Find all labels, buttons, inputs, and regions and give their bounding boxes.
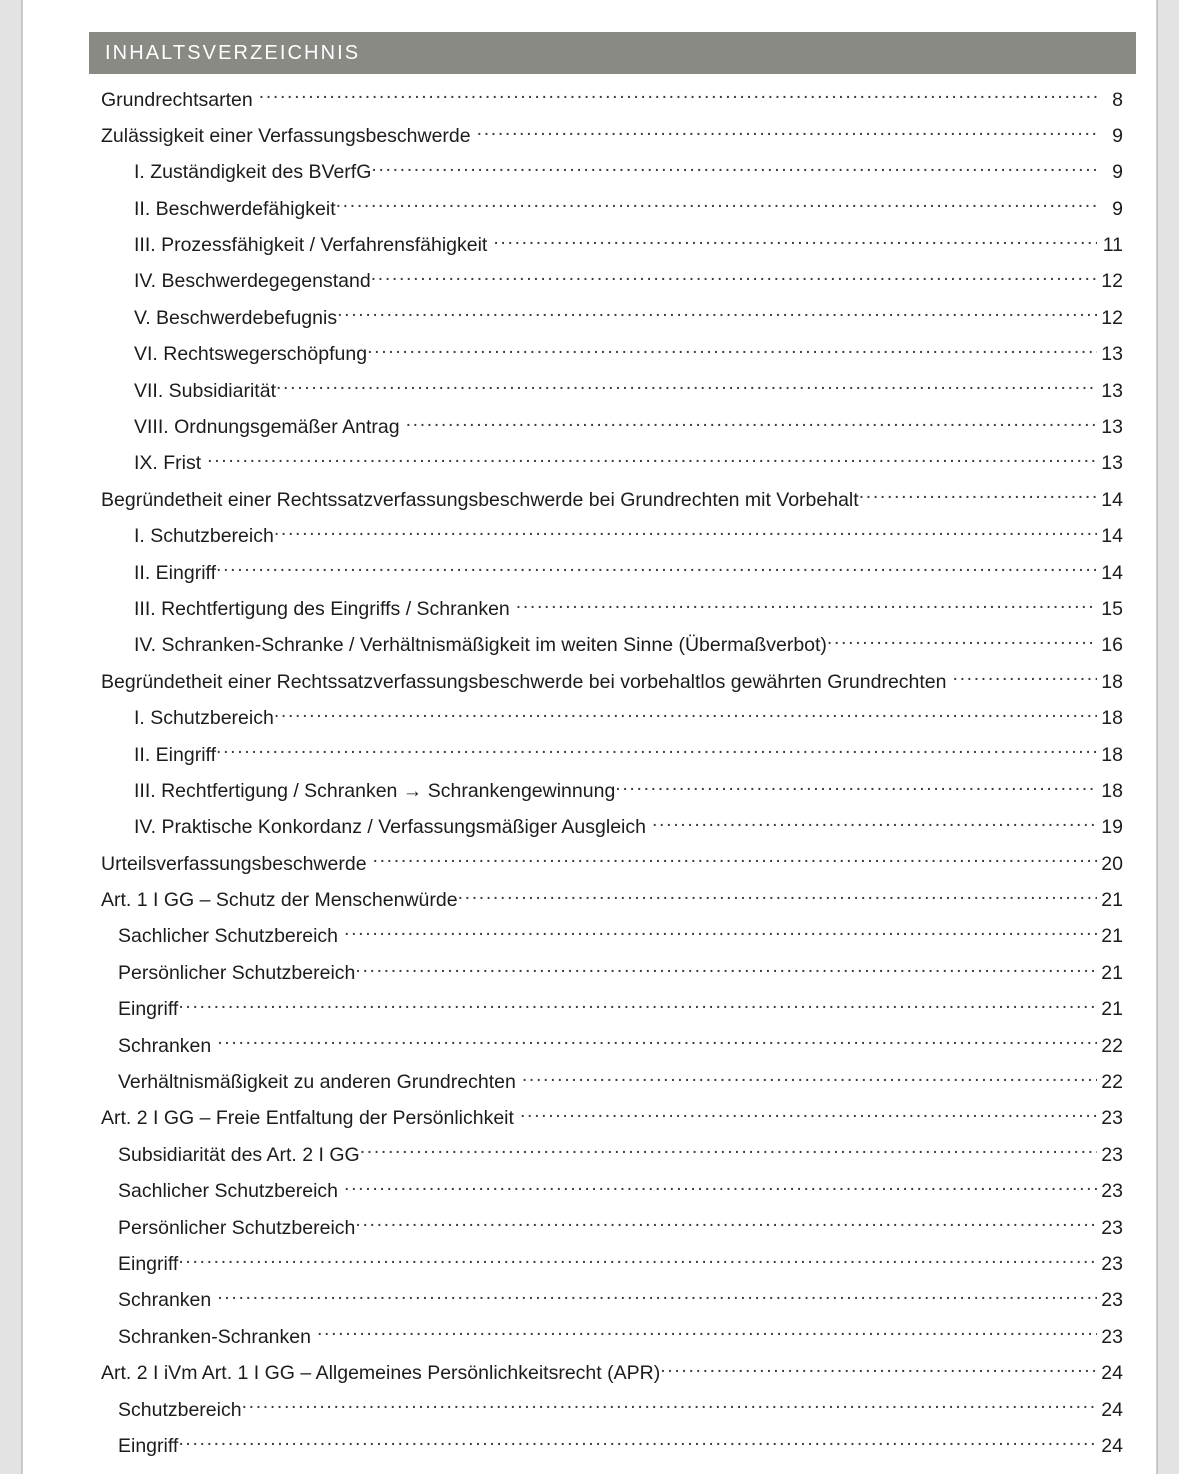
toc-entry-page-number: 22 — [1101, 1071, 1123, 1094]
toc-entry[interactable] — [23, 923, 1156, 959]
toc-entry-title: I. Zuständigkeit des BVerfG — [134, 161, 372, 184]
toc-dot-leader — [207, 450, 1097, 470]
toc-entry-title: Persönlicher Schutzbereich — [118, 961, 356, 984]
toc-entry[interactable] — [23, 159, 1156, 195]
toc-dot-leader — [406, 414, 1097, 434]
toc-entry-page-number: 24 — [1101, 1362, 1123, 1385]
toc-dot-leader — [373, 850, 1097, 870]
toc-entry-page-number: 15 — [1101, 597, 1123, 620]
toc-entry-page-number: 23 — [1101, 1180, 1123, 1203]
toc-dot-leader — [477, 122, 1097, 142]
toc-entry-title: Urteilsverfassungsbeschwerde — [101, 852, 367, 875]
toc-entry[interactable] — [23, 705, 1156, 741]
toc-entry-title: II. Eingriff — [134, 743, 217, 766]
page-gutter-right — [1157, 0, 1179, 1474]
toc-entry[interactable] — [23, 1360, 1156, 1396]
toc-dot-leader — [615, 777, 1097, 797]
toc-dot-leader — [360, 1141, 1097, 1161]
toc-dot-leader — [827, 632, 1097, 652]
toc-entry[interactable] — [23, 195, 1156, 231]
toc-entry[interactable] — [23, 1178, 1156, 1214]
toc-dot-leader — [217, 1032, 1097, 1052]
toc-entry-title: Schutzbereich — [118, 1398, 242, 1421]
toc-entry-title: Eingriff — [118, 998, 179, 1021]
toc-heading-label: INHALTSVERZEICHNIS — [105, 41, 361, 64]
toc-dot-leader — [178, 1432, 1097, 1452]
toc-entry-page-number: 18 — [1101, 743, 1123, 766]
toc-entry-page-number: 13 — [1101, 452, 1123, 475]
toc-dot-leader — [317, 1323, 1097, 1343]
toc-entry-title: Schranken — [118, 1289, 212, 1312]
toc-dot-leader — [660, 1360, 1097, 1380]
toc-entry-page-number: 21 — [1101, 998, 1123, 1021]
toc-entry-title: IV. Schranken-Schranke / Verhältnismäßigkeit im weiten Sinne (Übermaßverbot) — [134, 634, 827, 657]
toc-entry-title: Zulässigkeit einer Verfassungsbeschwerde — [101, 124, 471, 147]
page-gutter-left — [0, 0, 22, 1474]
toc-entry[interactable] — [23, 777, 1156, 813]
toc-entry-page-number: 8 — [1112, 88, 1123, 111]
toc-dot-leader — [337, 304, 1097, 324]
toc-dot-leader — [371, 268, 1097, 288]
toc-entry-page-number: 18 — [1101, 779, 1123, 802]
toc-dot-leader — [242, 1396, 1097, 1416]
toc-dot-leader — [367, 341, 1097, 361]
toc-entry-page-number: 9 — [1112, 124, 1123, 147]
toc-entry-title: IV. Praktische Konkordanz / Verfassungsmäßiger Ausgleich — [134, 816, 646, 839]
toc-entry-title: VII. Subsidiarität — [134, 379, 276, 402]
toc-entry[interactable] — [23, 632, 1156, 668]
toc-dot-leader — [178, 1251, 1097, 1271]
toc-entry-page-number: 23 — [1101, 1253, 1123, 1275]
toc-entry[interactable] — [23, 741, 1156, 777]
toc-entry-title: IV. Beschwerdegegenstand — [134, 270, 371, 293]
toc-dot-leader — [216, 559, 1097, 579]
toc-entry-page-number: 14 — [1101, 488, 1123, 511]
toc-entry-title: Sachlicher Schutzbereich — [118, 1180, 339, 1203]
toc-entry[interactable] — [23, 850, 1156, 886]
toc-entry-page-number: 9 — [1112, 161, 1123, 184]
toc-dot-leader — [344, 1178, 1097, 1198]
toc-entry-title: Eingriff — [118, 1434, 179, 1457]
toc-entry-title: Begründetheit einer Rechtssatzverfassungsbeschwerde bei Grundrechten mit Vorbehalt — [101, 488, 859, 511]
toc-entry-title: Grundrechtsarten — [101, 88, 253, 111]
toc-dot-leader — [355, 1214, 1097, 1234]
toc-dot-leader — [216, 741, 1097, 761]
toc-entry-title: Begründetheit einer Rechtssatzverfassungsbeschwerde bei vorbehaltlos gewährten Grundrechten — [101, 670, 947, 693]
toc-dot-leader — [274, 705, 1097, 725]
toc-dot-leader — [355, 959, 1097, 979]
toc-entry[interactable] — [23, 486, 1156, 522]
toc-entry-page-number: 18 — [1101, 707, 1123, 730]
toc-entry-page-number: 23 — [1101, 1216, 1123, 1239]
toc-entry-title: I. Schutzbereich — [134, 525, 274, 548]
toc-entry[interactable] — [23, 996, 1156, 1032]
toc-entry[interactable] — [23, 668, 1156, 704]
toc-entry[interactable] — [23, 1287, 1156, 1323]
toc-entry-title: II. Eingriff — [134, 561, 217, 584]
toc-entry-title: VIII. Ordnungsgemäßer Antrag — [134, 416, 400, 439]
toc-dot-leader — [217, 1287, 1097, 1307]
toc-entry[interactable] — [23, 1141, 1156, 1177]
toc-entry-title: Verhältnismäßigkeit zu anderen Grundrechten — [118, 1071, 516, 1094]
toc-entry-page-number: 9 — [1112, 197, 1123, 220]
toc-dot-leader — [274, 523, 1097, 543]
toc-entry-page-number: 12 — [1101, 270, 1123, 293]
toc-entry-title: Schranken-Schranken — [118, 1325, 311, 1348]
toc-entry-page-number: 21 — [1101, 925, 1123, 948]
document-page — [23, 0, 1156, 1474]
toc-entry-title: Art. 2 I GG – Freie Entfaltung der Persönlichkeit — [101, 1107, 514, 1130]
toc-entry-page-number: 24 — [1101, 1398, 1123, 1421]
toc-entry-page-number: 11 — [1102, 234, 1123, 257]
toc-entry[interactable] — [23, 341, 1156, 377]
toc-entry-page-number: 16 — [1101, 634, 1123, 657]
toc-dot-leader — [259, 86, 1097, 106]
toc-entry-page-number: 13 — [1101, 343, 1123, 366]
toc-entry[interactable] — [23, 959, 1156, 995]
toc-entry-page-number: 18 — [1101, 670, 1123, 693]
toc-entry[interactable] — [23, 1323, 1156, 1359]
toc-dot-leader — [652, 814, 1097, 834]
toc-entry-page-number: 23 — [1101, 1325, 1123, 1348]
toc-entry-page-number: 22 — [1101, 1034, 1123, 1057]
toc-entry-title: Subsidiarität des Art. 2 I GG — [118, 1143, 360, 1166]
toc-heading-bar — [89, 32, 1136, 74]
toc-dot-leader — [458, 887, 1097, 907]
toc-entry[interactable] — [23, 1214, 1156, 1250]
toc-entry-title: Sachlicher Schutzbereich — [118, 925, 339, 948]
toc-dot-leader — [522, 1069, 1097, 1089]
toc-entry[interactable] — [23, 304, 1156, 340]
toc-dot-leader — [953, 668, 1098, 688]
toc-entry-title: Art. 2 I iVm Art. 1 I GG – Allgemeines Persönlichkeitsrecht (APR) — [101, 1362, 661, 1385]
toc-entry[interactable] — [23, 1032, 1156, 1068]
toc-entry[interactable] — [23, 232, 1156, 268]
toc-entry[interactable] — [23, 1432, 1156, 1468]
toc-entry[interactable] — [23, 1069, 1156, 1105]
toc-entry-title: Art. 1 I GG – Schutz der Menschenwürde — [101, 889, 458, 912]
toc-entry-title: I. Schutzbereich — [134, 707, 274, 730]
toc-entry-title: Persönlicher Schutzbereich — [118, 1216, 356, 1239]
toc-entry-title: II. Beschwerdefähigkeit — [134, 197, 336, 220]
toc-entry[interactable] — [23, 523, 1156, 559]
toc-entry[interactable] — [23, 1396, 1156, 1432]
toc-entry-page-number: 12 — [1101, 306, 1123, 329]
toc-entry-title: V. Beschwerdebefugnis — [134, 306, 338, 329]
toc-dot-leader — [276, 377, 1097, 397]
toc-entry-title: III. Prozessfähigkeit / Verfahrensfähigkeit — [134, 234, 488, 257]
toc-entry[interactable] — [23, 559, 1156, 595]
toc-entry[interactable] — [23, 1251, 1156, 1287]
toc-entry-page-number: 24 — [1101, 1434, 1123, 1457]
toc-entry[interactable] — [23, 450, 1156, 486]
toc-entry-page-number: 13 — [1101, 416, 1123, 439]
toc-entry[interactable] — [23, 86, 1156, 122]
toc-dot-leader — [344, 923, 1097, 943]
toc-entry-page-number: 23 — [1101, 1107, 1123, 1130]
toc-entry-page-number: 13 — [1101, 379, 1123, 402]
toc-dot-leader — [516, 595, 1097, 615]
toc-entry[interactable] — [23, 1105, 1156, 1141]
toc-dot-leader — [520, 1105, 1097, 1125]
toc-entry-page-number: 21 — [1101, 889, 1123, 912]
toc-dot-leader — [859, 486, 1097, 506]
toc-entry[interactable] — [23, 887, 1156, 923]
toc-entry-title: IX. Frist — [134, 452, 202, 475]
toc-entry-page-number: 19 — [1101, 816, 1123, 839]
toc-entry-page-number: 23 — [1101, 1289, 1123, 1312]
toc-entry-page-number: 14 — [1101, 525, 1123, 548]
toc-entry[interactable] — [23, 595, 1156, 631]
toc-entry-title: Eingriff — [118, 1253, 179, 1275]
toc-entry[interactable] — [23, 814, 1156, 850]
toc-dot-leader — [178, 996, 1097, 1016]
toc-entry-page-number: 23 — [1101, 1143, 1123, 1166]
toc-entry-title: III. Rechtfertigung des Eingriffs / Schranken — [134, 597, 510, 620]
toc-entry-page-number: 21 — [1101, 961, 1123, 984]
toc-entry-title: Schranken — [118, 1034, 212, 1057]
toc-entry-title: III. Rechtfertigung / Schranken → Schrankengewinnung — [134, 779, 616, 802]
toc-entry-list — [23, 86, 1156, 1469]
toc-entry[interactable] — [23, 268, 1156, 304]
toc-dot-leader — [371, 159, 1097, 179]
toc-dot-leader — [493, 232, 1097, 252]
toc-dot-leader — [336, 195, 1097, 215]
toc-entry[interactable] — [23, 414, 1156, 450]
toc-entry-title: VI. Rechtswegerschöpfung — [134, 343, 368, 366]
toc-entry[interactable] — [23, 377, 1156, 413]
toc-entry-page-number: 14 — [1101, 561, 1123, 584]
toc-entry[interactable] — [23, 122, 1156, 158]
toc-entry-page-number: 20 — [1101, 852, 1123, 875]
